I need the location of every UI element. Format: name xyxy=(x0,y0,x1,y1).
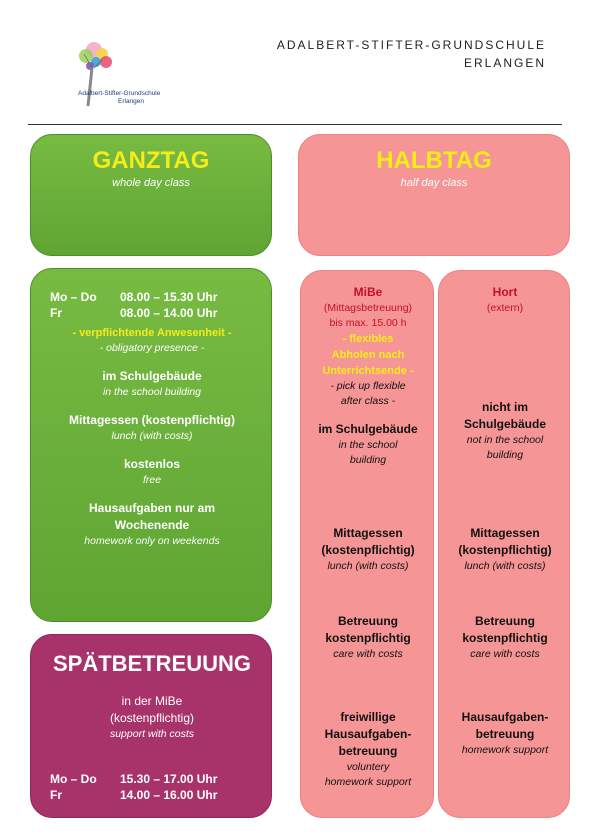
spaet-line1: in der MiBe xyxy=(121,694,183,708)
mibe-hw-de-1: freiwillige xyxy=(340,710,396,724)
mibe-lunch-en: lunch (with costs) xyxy=(327,560,409,572)
ganztag-details-box xyxy=(30,268,272,622)
mibe-care xyxy=(301,613,435,662)
mibe-hw-en-1: voluntery xyxy=(346,761,390,773)
ganztag-times xyxy=(50,289,217,321)
spaet-line2: (kostenpflichtig) xyxy=(109,711,195,725)
ganztag-homework-de-2: Wochenende xyxy=(114,518,190,532)
mibe-flex-1: - flexibles xyxy=(342,333,394,345)
spaet-line-en: support with costs xyxy=(109,728,195,740)
mibe-box xyxy=(300,270,434,818)
hort-header xyxy=(439,284,571,316)
ganztag-title: GANZTAG xyxy=(92,147,210,174)
mibe-hw-en-2: homework support xyxy=(324,776,412,788)
mibe-care-de-1: Betreuung xyxy=(338,614,398,628)
ganztag-header-box xyxy=(30,134,272,256)
ganztag-attendance-en: - obligatory presence - xyxy=(99,342,205,354)
hort-homework xyxy=(439,709,571,758)
ganztag-lunch-de: Mittagessen (kostenpflichtig) xyxy=(68,413,235,427)
mibe-lunch-de-2: (kostenpflichtig) xyxy=(321,543,415,557)
hort-hw-en: homework support xyxy=(461,744,549,756)
header-divider xyxy=(28,124,562,125)
hort-lunch xyxy=(439,525,571,574)
mibe-location-en-2: building xyxy=(349,454,387,466)
mibe-location-de: im Schulgebäude xyxy=(318,422,418,436)
hort-box xyxy=(438,270,570,818)
logo-text: Adalbert-Stifter-Grundschule Erlangen xyxy=(78,90,161,105)
mibe-lunch-de-1: Mittagessen xyxy=(333,526,403,540)
mibe-hw-de-2: Hausaufgaben- xyxy=(324,727,412,741)
mibe-title: MiBe xyxy=(353,285,383,299)
spaet-times xyxy=(50,771,217,803)
ganztag-subtitle: whole day class xyxy=(112,177,190,189)
mibe-homework xyxy=(301,709,435,790)
ganztag-info xyxy=(31,325,273,549)
ganztag-location-de: im Schulgebäude xyxy=(102,369,202,383)
mibe-flex-en-2: after class - xyxy=(340,395,396,407)
ganztag-fee-en: free xyxy=(142,474,162,486)
mibe-flex-2: Abholen nach xyxy=(331,349,405,361)
mibe-flex-en-1: - pick up flexible xyxy=(330,380,406,392)
hort-title: Hort xyxy=(492,285,518,299)
mibe-until: bis max. 15.00 h xyxy=(329,317,407,329)
hort-lunch-de-1: Mittagessen xyxy=(470,526,540,540)
mibe-flex-3: Unterrichtsende - xyxy=(322,365,414,377)
hort-lunch-en: lunch (with costs) xyxy=(464,560,546,572)
ganztag-location-en: in the school building xyxy=(102,386,202,398)
spaet-time-mo-do: Mo – Do 15.30 – 17.00 Uhr xyxy=(50,772,218,786)
hort-location-de-1: nicht im xyxy=(481,400,528,414)
hort-hw-de-2: betreuung xyxy=(475,727,535,741)
halbtag-subtitle: half day class xyxy=(400,177,468,189)
halbtag-header-box xyxy=(298,134,570,256)
ganztag-lunch-en: lunch (with costs) xyxy=(111,430,193,442)
mibe-lunch xyxy=(301,525,435,574)
mibe-care-de-2: kostenpflichtig xyxy=(325,631,411,645)
hort-location xyxy=(439,399,571,463)
school-name: ADALBERT-STIFTER-GRUNDSCHULE ERLANGEN xyxy=(276,38,546,70)
ganztag-fee-de: kostenlos xyxy=(123,457,180,471)
ganztag-time-mo-do: Mo – Do 08.00 – 15.30 Uhr xyxy=(50,290,218,304)
spaet-time-fr: Fr 14.00 – 16.00 Uhr xyxy=(50,788,218,802)
ganztag-attendance-de: - verpflichtende Anwesenheit - xyxy=(72,327,232,339)
mibe-subtitle: (Mittagsbetreuung) xyxy=(323,302,413,314)
spaetbetreuung-box xyxy=(30,634,272,818)
hort-care-de-1: Betreuung xyxy=(475,614,535,628)
hort-care xyxy=(439,613,571,662)
halbtag-title: HALBTAG xyxy=(376,147,492,174)
hort-location-de-2: Schulgebäude xyxy=(463,417,546,431)
school-logo xyxy=(58,40,198,110)
spaet-content xyxy=(31,651,273,742)
spaet-title: SPÄTBETREUUNG xyxy=(52,651,251,676)
mibe-hw-de-3: betreuung xyxy=(338,744,398,758)
hort-care-de-2: kostenpflichtig xyxy=(462,631,548,645)
hort-subtitle: (extern) xyxy=(486,302,524,314)
mibe-content xyxy=(301,284,435,468)
mibe-location-en-1: in the school xyxy=(338,439,398,451)
hort-lunch-de-2: (kostenpflichtig) xyxy=(458,543,552,557)
mibe-care-en: care with costs xyxy=(333,648,403,660)
ganztag-homework-en: homework only on weekends xyxy=(84,535,220,547)
hort-hw-de-1: Hausaufgaben- xyxy=(461,710,549,724)
hort-care-en: care with costs xyxy=(470,648,540,660)
hort-location-en-1: not in the school xyxy=(466,434,544,446)
ganztag-time-fr: Fr 08.00 – 14.00 Uhr xyxy=(50,306,218,320)
ganztag-homework-de-1: Hausaufgaben nur am xyxy=(88,501,216,515)
hort-location-en-2: building xyxy=(486,449,524,461)
